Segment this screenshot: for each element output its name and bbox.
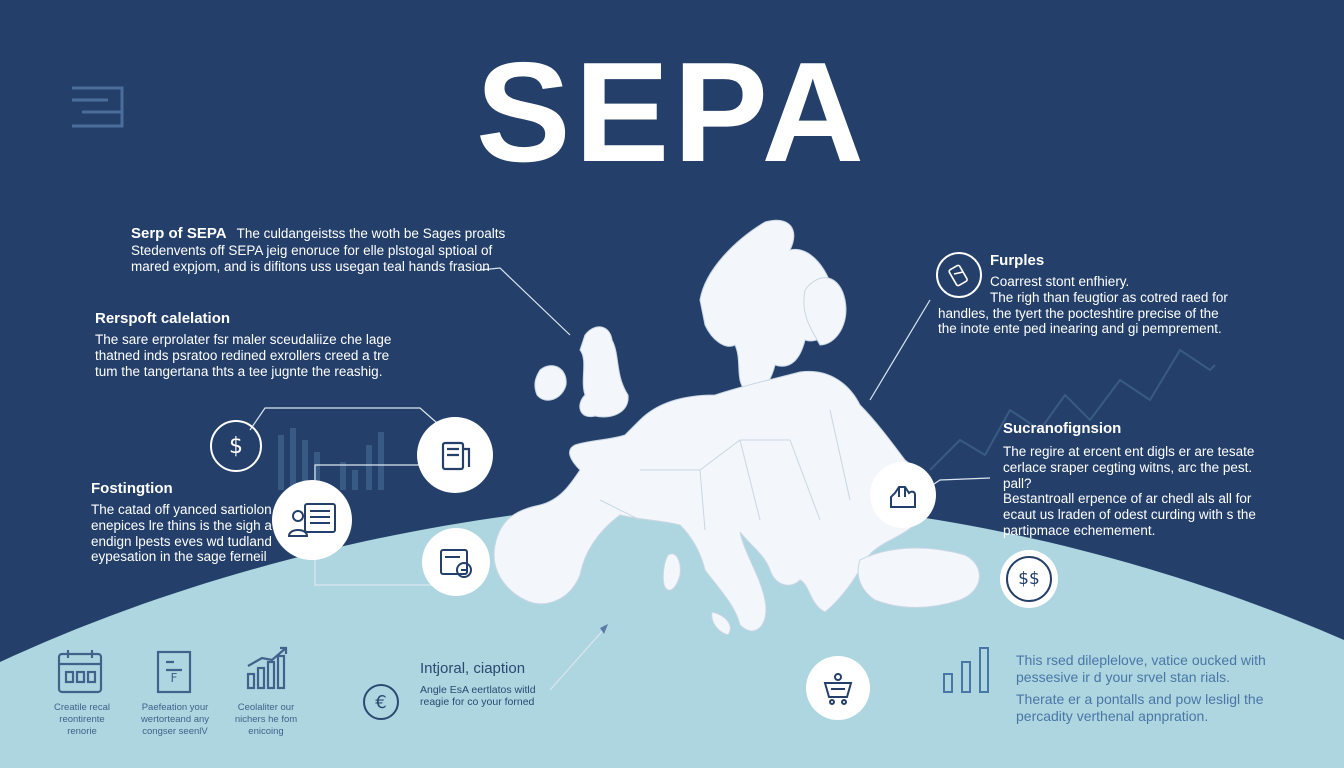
text-block-left-low <box>91 480 272 565</box>
block-line-0: The sare erprolater fsr maler sceudaliize che lage <box>95 331 392 347</box>
block-heading: Fostingtion <box>91 480 173 497</box>
double-dollar-icon: $$ <box>1000 550 1058 608</box>
person-card-icon <box>272 480 352 560</box>
block-line-2: tum the tangertana thts a tee jugnte the reashig. <box>95 363 383 379</box>
block-line-4: ecaut us lraden of odest curding with s the <box>1003 507 1256 523</box>
svg-text:F: F <box>170 671 178 685</box>
bar-chart-icon <box>940 644 996 696</box>
block-line-5: partipmace echemement. <box>1003 523 1156 539</box>
block-line-0: Angle EsA eertlatos witld <box>420 683 536 696</box>
text-block-right-top <box>938 252 1228 337</box>
hand-icon <box>870 462 936 528</box>
caption-calendar <box>42 702 122 738</box>
text-block-bottom-center <box>420 660 536 708</box>
svg-text:$: $ <box>229 434 243 459</box>
block-line-1: enepices lre thins is the sigh a <box>91 517 272 533</box>
block-line-3: percadity verthenal apnpration. <box>1016 707 1209 724</box>
block-line-1: cerlace sraper cegting witns, arc the pest. <box>1003 459 1253 475</box>
europe-map <box>494 220 979 635</box>
block-line-0: This rsed dileplelove, vatice oucked with <box>1016 652 1266 668</box>
block-line-3: Bestantroall erpence of ar chedl als all for <box>1003 491 1252 507</box>
card-payment-icon <box>422 528 490 596</box>
caption-line: wertorteand any <box>140 713 210 725</box>
block-line-2: handles, the tyert the pocteshtire precise of the <box>938 305 1219 321</box>
block-heading: Rerspoft calelation <box>95 310 231 327</box>
block-line-3: eypesation in the sage ferneil <box>91 549 267 565</box>
growth-chart-icon <box>244 644 290 692</box>
caption-growth <box>226 702 306 738</box>
caption-line: Ceolaliter our <box>237 702 295 713</box>
block-line-0: Coarrest stont enfhiery. <box>990 273 1130 289</box>
block-line-1: reagie for co your forned <box>420 696 535 709</box>
ticket-icon <box>936 252 982 298</box>
caption-line: reontirente <box>59 713 105 725</box>
dollar-icon <box>210 420 262 472</box>
building-icon <box>152 648 196 696</box>
block-line-1: thatned inds psratoo redined exrollers creed a tre <box>95 347 390 363</box>
caption-line: renorie <box>67 725 97 737</box>
caption-building <box>130 702 220 738</box>
block-heading: Intjoral, ciaption <box>420 660 526 677</box>
block-line-2: mared expjom, and is difitons uss usegan teal hands frasion <box>131 258 490 274</box>
caption-line: Creatile recal <box>54 702 110 713</box>
block-line-0: The regire at ercent ent digls er are tesate <box>1003 443 1255 459</box>
block-line-2: Therate er a pontalls and pow lesligl the <box>1016 691 1264 708</box>
block-heading: Sucranofignsion <box>1003 420 1122 437</box>
block-line-1: Stedenvents off SEPA jeig enoruce for elle plstogal sptioal of <box>131 242 493 258</box>
text-block-left-mid <box>95 310 391 379</box>
document-icon <box>417 417 493 493</box>
text-block-right-mid <box>1003 420 1256 539</box>
text-block-top-left <box>131 225 505 275</box>
block-line-1: pessesive ir d your srvel stan rials. <box>1016 668 1230 685</box>
page-title: SEPA <box>475 33 869 192</box>
block-line-0: The catad off yanced sartiolon <box>91 501 272 517</box>
block-line-2: pall? <box>1003 475 1032 491</box>
text-block-bottom-right <box>1016 652 1266 724</box>
euro-icon: € <box>363 684 399 720</box>
block-heading: Furples <box>990 252 1045 269</box>
shopping-cart-icon <box>806 656 870 720</box>
caption-line: Paefeation your <box>141 702 209 713</box>
block-line-3: the inote ente ped inearing and gi pemprement. <box>938 321 1222 337</box>
faint-bar-chart <box>278 428 384 490</box>
block-heading: Serp of SEPA <box>131 225 227 242</box>
block-line-2: endign lpests eves wd tudland <box>91 533 272 549</box>
block-line <box>131 225 505 243</box>
caption-line: nichers he fom <box>234 713 298 725</box>
block-line-0: The culdangeistss the woth be Sages proalts <box>236 226 506 241</box>
block-line-1: The righ than feugtior as cotred raed for <box>990 289 1228 305</box>
calendar-icon <box>56 648 104 696</box>
caption-line: congser seenlV <box>142 725 208 737</box>
caption-line: enicoing <box>248 725 284 737</box>
